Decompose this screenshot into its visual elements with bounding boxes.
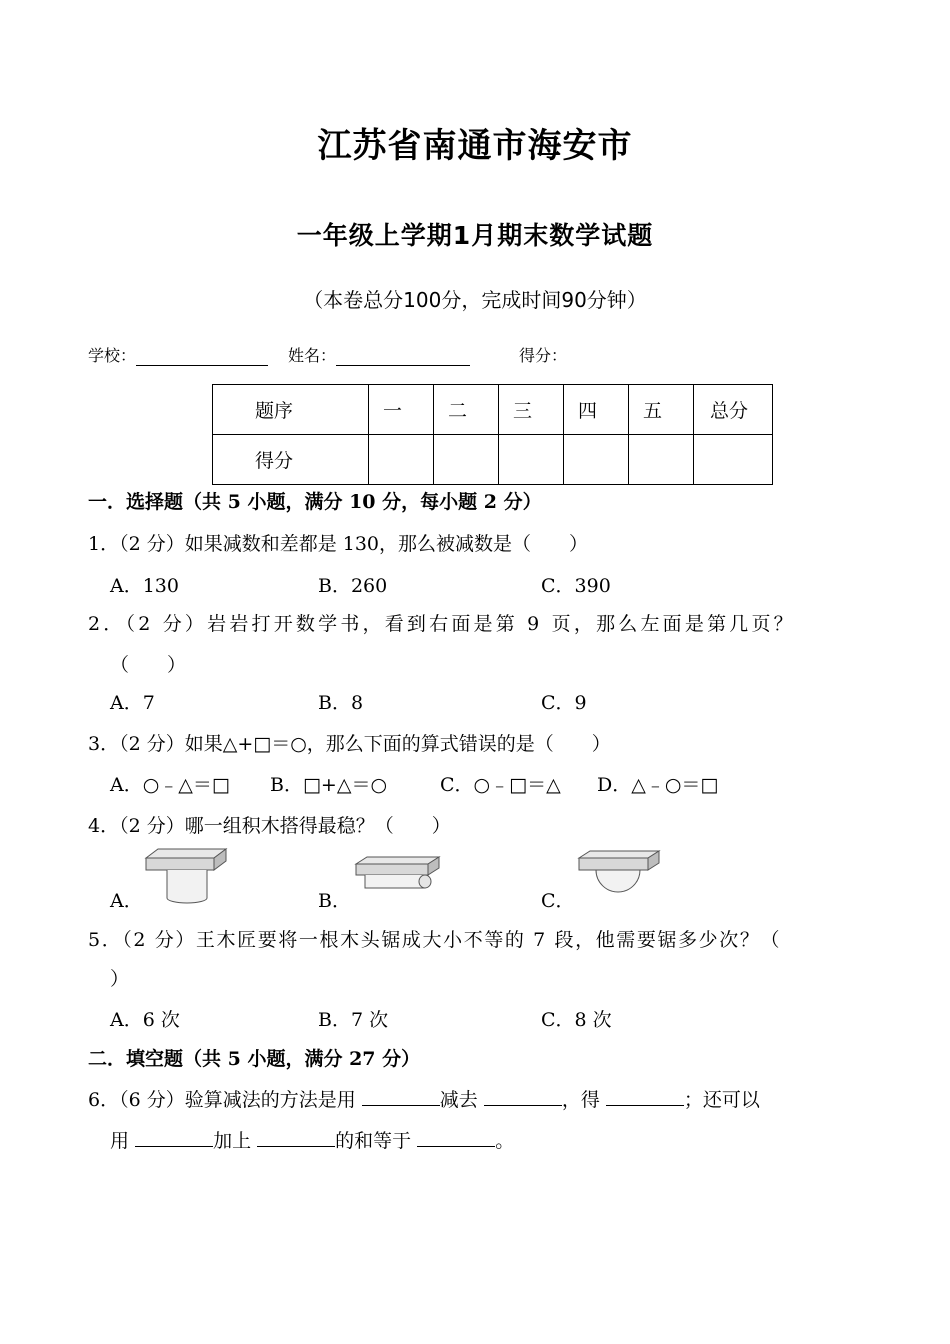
score-field: [519, 343, 567, 366]
option-b[interactable]: B．□+△＝○: [270, 774, 388, 796]
table-cell: 总分: [694, 385, 773, 435]
question-1: 1．（2 分）如果减数和差都是 130，那么被减数是（ ）: [88, 533, 589, 555]
document-title: 江苏省南通市海安市: [317, 126, 633, 166]
school-label: 学校：: [88, 346, 137, 365]
block-figure-a: [143, 846, 229, 904]
q6-text-7: 的和等于: [335, 1130, 412, 1152]
option-c[interactable]: C．9: [541, 692, 587, 714]
q6-text-6: 加上: [213, 1130, 252, 1152]
question-2: 2．（2 分）岩岩打开数学书，看到右面是第 9 页，那么左面是第几页？: [88, 613, 796, 635]
option-b[interactable]: B．: [318, 890, 351, 912]
option-c[interactable]: C．: [541, 890, 575, 912]
block-figure-b: [353, 855, 443, 891]
option-a[interactable]: A．: [110, 890, 143, 912]
option-d[interactable]: D．△﹣○＝□: [597, 774, 719, 796]
q6-text-5: 用: [110, 1130, 130, 1152]
exam-note: （本卷总分100分，完成时间90分钟）: [303, 288, 647, 312]
name-blank[interactable]: [336, 347, 470, 366]
name-field: [288, 343, 470, 366]
question-6: [88, 1085, 760, 1112]
score-cell[interactable]: [434, 435, 499, 485]
score-cell[interactable]: [369, 435, 434, 485]
option-a[interactable]: A．○﹣△＝□: [110, 774, 230, 796]
answer-blank[interactable]: [417, 1128, 495, 1147]
score-cell[interactable]: [694, 435, 773, 485]
question-3: 3．（2 分）如果△+□＝○，那么下面的算式错误的是（ ）: [88, 733, 611, 755]
q6-text-3: ，得: [561, 1089, 600, 1111]
section-1-heading: 一．选择题（共 5 小题，满分 10 分，每小题 2 分）: [88, 491, 542, 513]
score-table-header-row: [213, 385, 773, 435]
q6-text-2: 减去: [439, 1089, 478, 1111]
table-cell: 三: [499, 385, 564, 435]
option-c[interactable]: C．390: [541, 575, 611, 597]
answer-blank[interactable]: [257, 1128, 335, 1147]
answer-blank[interactable]: [606, 1087, 684, 1106]
question-4: 4．（2 分）哪一组积木搭得最稳？（ ）: [88, 815, 451, 837]
school-field: [88, 343, 268, 366]
name-label: 姓名：: [288, 346, 337, 365]
option-a[interactable]: A．130: [110, 575, 179, 597]
option-a[interactable]: A．6 次: [110, 1009, 180, 1031]
answer-blank[interactable]: [484, 1087, 562, 1106]
option-b[interactable]: B．260: [318, 575, 388, 597]
answer-blank[interactable]: [362, 1087, 440, 1106]
score-label: 得分：: [519, 346, 568, 365]
question-6-cont: [110, 1126, 514, 1153]
option-c[interactable]: C．○﹣□＝△: [440, 774, 561, 796]
option-b[interactable]: B．7 次: [318, 1009, 389, 1031]
option-a[interactable]: A．7: [110, 692, 155, 714]
q6-text-1: 6．（6 分）验算减法的方法是用: [88, 1089, 356, 1111]
block-figure-c: [576, 848, 662, 906]
question-5-cont: ）: [110, 968, 130, 990]
table-cell: 一: [369, 385, 434, 435]
table-cell: 五: [629, 385, 694, 435]
score-table-score-row: [213, 435, 773, 485]
school-blank[interactable]: [136, 347, 268, 366]
table-cell: 题序: [213, 385, 369, 435]
table-cell: 得分: [213, 435, 369, 485]
q6-text-4: ；还可以: [683, 1089, 760, 1111]
q6-text-8: 。: [495, 1130, 515, 1152]
answer-blank[interactable]: [135, 1128, 213, 1147]
table-cell: 四: [564, 385, 629, 435]
score-cell[interactable]: [629, 435, 694, 485]
score-table: [212, 384, 773, 485]
score-cell[interactable]: [499, 435, 564, 485]
section-2-heading: 二．填空题（共 5 小题，满分 27 分）: [88, 1048, 421, 1070]
table-cell: 二: [434, 385, 499, 435]
option-b[interactable]: B．8: [318, 692, 364, 714]
option-c[interactable]: C．8 次: [541, 1009, 612, 1031]
question-2-cont: （ ）: [110, 654, 187, 676]
question-5: 5．（2 分）王木匠要将一根木头锯成大小不等的 7 段，他需要锯多少次？（: [88, 929, 782, 951]
document-subtitle: 一年级上学期1月期末数学试题: [296, 221, 654, 250]
score-cell[interactable]: [564, 435, 629, 485]
